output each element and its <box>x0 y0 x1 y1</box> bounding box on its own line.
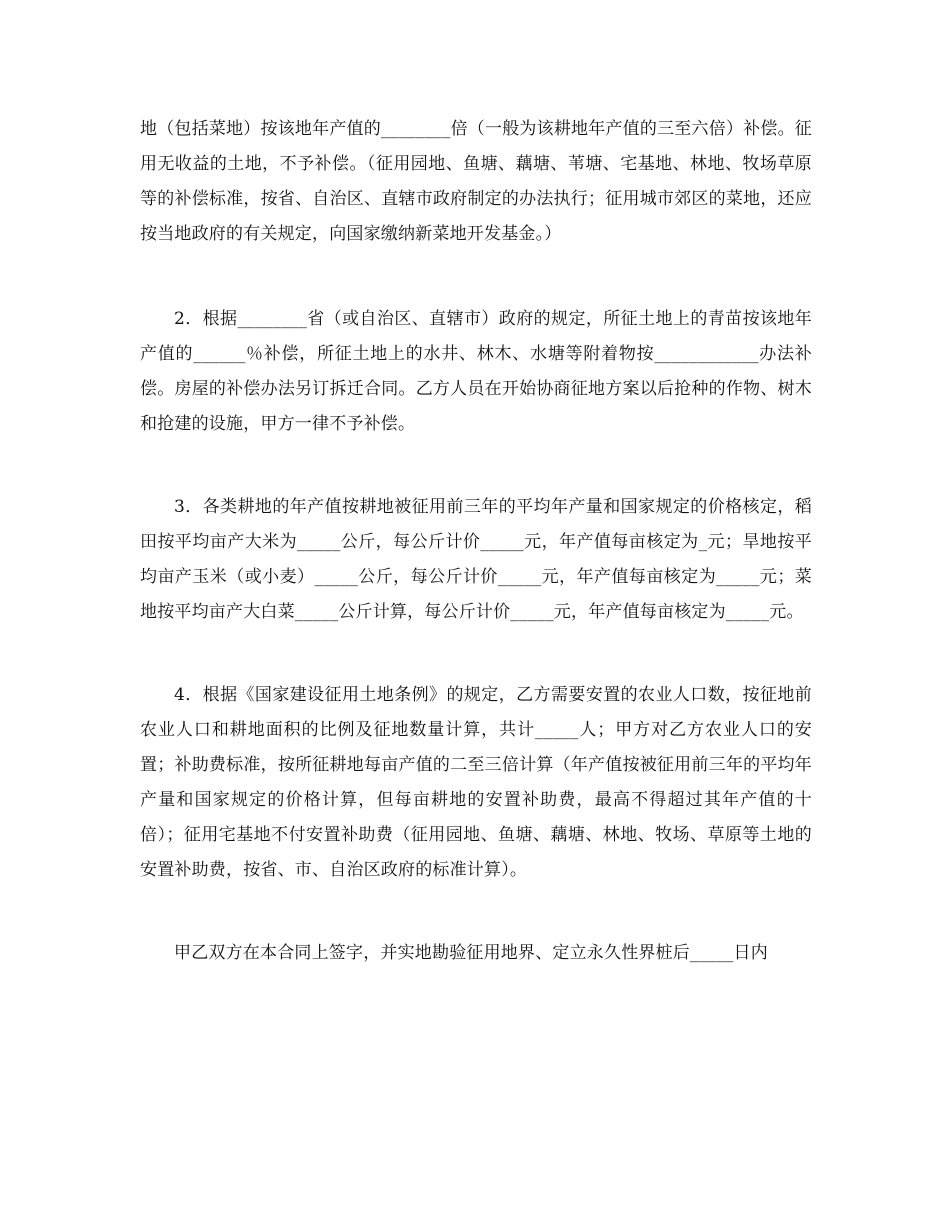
paragraph-clause-3: 3．各类耕地的年产值按耕地被征用前三年的平均年产量和国家规定的价格核定，稻田按平均亩产大米为_____公斤，每公斤计价_____元，年产值每亩核定为_元；旱地按平均亩产玉米（或小麦）_____公斤，每公斤计价_____元，年产值每亩核定为_____元；菜地按平均亩产大白菜_____公斤计算，每公斤计价_____元，年产值每亩核定为_____元。 <box>140 497 812 622</box>
paragraph-clause-2: 2．根据________省（或自治区、直辖市）政府的规定，所征土地上的青苗按该地年产值的______％补偿，所征土地上的水井、林木、水塘等附着物按____________办法补偿。房屋的补偿办法另订拆迁合同。乙方人员在开始协商征地方案以后抢种的作物、树木和抢建的设施，甲方一律不予补偿。 <box>140 309 812 434</box>
document-page <box>140 112 812 971</box>
paragraph-final: 甲乙双方在本合同上签字，并实地勘验征用地界、定立永久性界桩后_____日内 <box>174 943 768 963</box>
paragraph-clause-4: 4．根据《国家建设征用土地条例》的规定，乙方需要安置的农业人口数，按征地前农业人口和耕地面积的比例及征地数量计算，共计_____人；甲方对乙方农业人口的安置；补助费标准，按所征耕地每亩产值的二至三倍计算（年产值按被征用前三年的平均年产量和国家规定的价格计算，但每亩耕地的安置补助费，最高不得超过其年产值的十倍）；征用宅基地不付安置补助费（征用园地、鱼塘、藕塘、林地、牧场、草原等土地的安置补助费，按省、市、自治区政府的标准计算）。 <box>140 685 812 880</box>
paragraph-continuation: 地（包括菜地）按该地年产值的________倍（一般为该耕地年产值的三至六倍）补偿。征用无收益的土地，不予补偿。（征用园地、鱼塘、藕塘、苇塘、宅基地、林地、牧场草原等的补偿标准，按省、自治区、直辖市政府制定的办法执行；征用城市郊区的菜地，还应按当地政府的有关规定，向国家缴纳新菜地开发基金。） <box>140 119 812 244</box>
